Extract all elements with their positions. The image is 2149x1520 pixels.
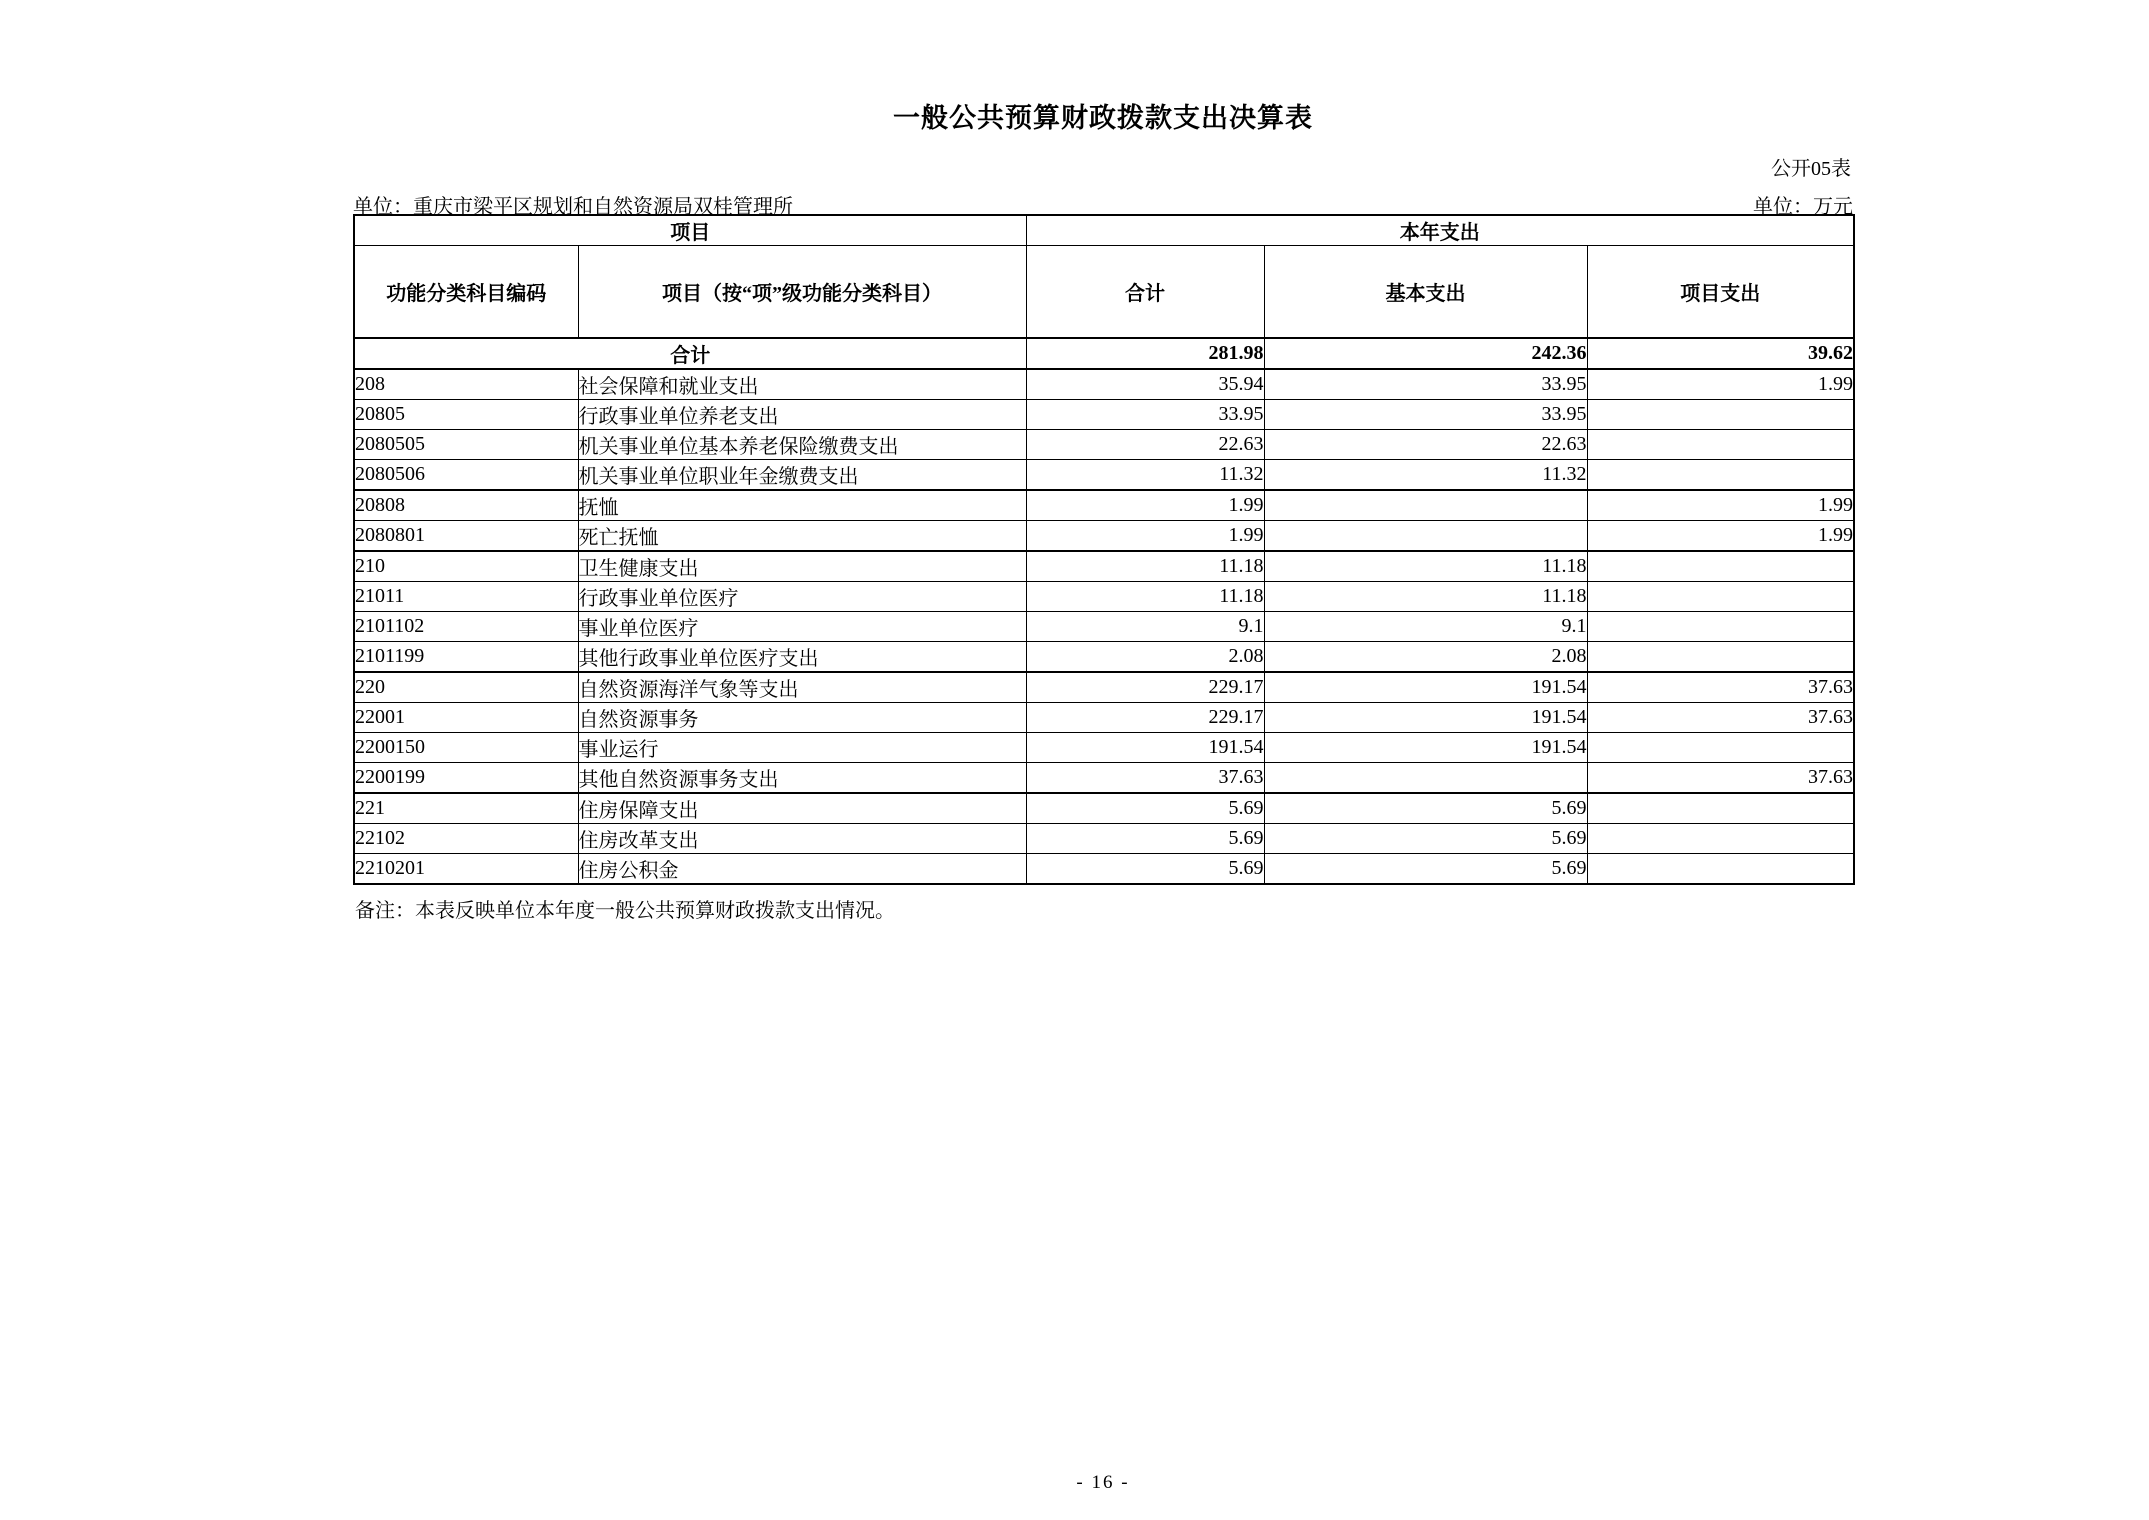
header-group-row	[354, 215, 1854, 246]
row-total-cell: 2.08	[1026, 642, 1264, 673]
print-area	[353, 0, 1853, 1520]
header-col-total: 合计	[1026, 246, 1264, 339]
row-item-cell: 行政事业单位养老支出	[578, 400, 1026, 430]
row-code-cell: 210	[354, 551, 578, 582]
row-item-cell: 机关事业单位职业年金缴费支出	[578, 460, 1026, 491]
row-item-cell: 行政事业单位医疗	[578, 582, 1026, 612]
row-basic-cell: 191.54	[1264, 672, 1587, 703]
table-row	[354, 460, 1854, 491]
row-basic-cell: 9.1	[1264, 612, 1587, 642]
table-row	[354, 551, 1854, 582]
row-code-cell: 2101102	[354, 612, 578, 642]
table-row	[354, 430, 1854, 460]
row-basic-cell: 191.54	[1264, 703, 1587, 733]
row-basic-cell: 22.63	[1264, 430, 1587, 460]
row-project-cell	[1587, 612, 1854, 642]
row-total-cell: 37.63	[1026, 763, 1264, 794]
header-columns-row	[354, 246, 1854, 339]
row-total-cell: 1.99	[1026, 521, 1264, 552]
row-code-cell: 2080506	[354, 460, 578, 491]
grand-total-label: 合计	[354, 338, 1026, 369]
table-row	[354, 733, 1854, 763]
row-total-cell: 33.95	[1026, 400, 1264, 430]
row-project-cell: 1.99	[1587, 490, 1854, 521]
row-code-cell: 21011	[354, 582, 578, 612]
row-total-cell: 22.63	[1026, 430, 1264, 460]
row-total-cell: 11.18	[1026, 582, 1264, 612]
header-group-item: 项目	[354, 215, 1026, 246]
header-col-project-expenditure: 项目支出	[1587, 246, 1854, 339]
table-row	[354, 824, 1854, 854]
row-project-cell	[1587, 551, 1854, 582]
row-total-cell: 5.69	[1026, 854, 1264, 885]
row-code-cell: 2080801	[354, 521, 578, 552]
page-title: 一般公共预算财政拨款支出决算表	[893, 103, 1313, 133]
row-total-cell: 191.54	[1026, 733, 1264, 763]
page-number: - 16 -	[1076, 1472, 1130, 1493]
row-basic-cell: 11.18	[1264, 582, 1587, 612]
row-total-cell: 229.17	[1026, 703, 1264, 733]
row-project-cell	[1587, 824, 1854, 854]
grand-total-project-cell: 39.62	[1587, 338, 1854, 369]
table-row	[354, 400, 1854, 430]
row-basic-cell	[1264, 490, 1587, 521]
row-total-cell: 11.32	[1026, 460, 1264, 491]
grand-total-total-cell: 281.98	[1026, 338, 1264, 369]
row-code-cell: 22001	[354, 703, 578, 733]
row-item-cell: 抚恤	[578, 490, 1026, 521]
row-code-cell: 22102	[354, 824, 578, 854]
row-project-cell	[1587, 854, 1854, 885]
note-text: 备注：本表反映单位本年度一般公共预算财政拨款支出情况。	[355, 900, 895, 922]
row-item-cell: 事业运行	[578, 733, 1026, 763]
row-total-cell: 5.69	[1026, 793, 1264, 824]
row-code-cell: 220	[354, 672, 578, 703]
row-total-cell: 9.1	[1026, 612, 1264, 642]
row-project-cell	[1587, 642, 1854, 673]
row-basic-cell: 11.32	[1264, 460, 1587, 491]
table-row	[354, 703, 1854, 733]
row-project-cell: 37.63	[1587, 763, 1854, 794]
row-total-cell: 1.99	[1026, 490, 1264, 521]
row-project-cell	[1587, 460, 1854, 491]
row-code-cell: 221	[354, 793, 578, 824]
header-group-current-year-expenditure: 本年支出	[1026, 215, 1854, 246]
row-project-cell: 1.99	[1587, 521, 1854, 552]
row-code-cell: 2200150	[354, 733, 578, 763]
row-item-cell: 自然资源事务	[578, 703, 1026, 733]
row-basic-cell	[1264, 763, 1587, 794]
row-project-cell: 37.63	[1587, 703, 1854, 733]
row-basic-cell: 5.69	[1264, 854, 1587, 885]
table-row	[354, 763, 1854, 794]
currency-unit-label: 单位：万元	[1753, 196, 1853, 218]
row-item-cell: 其他行政事业单位医疗支出	[578, 642, 1026, 673]
row-code-cell: 20808	[354, 490, 578, 521]
row-basic-cell: 33.95	[1264, 369, 1587, 400]
table-row	[354, 642, 1854, 673]
table-body	[354, 338, 1854, 884]
table-row	[354, 582, 1854, 612]
header-col-basic-expenditure: 基本支出	[1264, 246, 1587, 339]
table-row	[354, 369, 1854, 400]
row-item-cell: 社会保障和就业支出	[578, 369, 1026, 400]
row-code-cell: 208	[354, 369, 578, 400]
row-item-cell: 事业单位医疗	[578, 612, 1026, 642]
row-total-cell: 229.17	[1026, 672, 1264, 703]
row-total-cell: 35.94	[1026, 369, 1264, 400]
table-header	[354, 215, 1854, 338]
row-project-cell	[1587, 430, 1854, 460]
row-basic-cell: 5.69	[1264, 824, 1587, 854]
row-project-cell	[1587, 793, 1854, 824]
row-project-cell: 1.99	[1587, 369, 1854, 400]
row-project-cell	[1587, 733, 1854, 763]
header-col-item: 项目（按“项”级功能分类科目）	[578, 246, 1026, 339]
table-row	[354, 490, 1854, 521]
row-code-cell: 2200199	[354, 763, 578, 794]
expenditure-table	[353, 214, 1855, 885]
row-basic-cell: 33.95	[1264, 400, 1587, 430]
org-unit-label: 单位：重庆市梁平区规划和自然资源局双桂管理所	[353, 196, 793, 218]
row-basic-cell: 5.69	[1264, 793, 1587, 824]
row-project-cell: 37.63	[1587, 672, 1854, 703]
row-item-cell: 自然资源海洋气象等支出	[578, 672, 1026, 703]
row-item-cell: 其他自然资源事务支出	[578, 763, 1026, 794]
table-row	[354, 612, 1854, 642]
row-item-cell: 机关事业单位基本养老保险缴费支出	[578, 430, 1026, 460]
row-total-cell: 11.18	[1026, 551, 1264, 582]
table-code-label: 公开05表	[1771, 158, 1851, 180]
row-basic-cell	[1264, 521, 1587, 552]
grand-total-basic-cell: 242.36	[1264, 338, 1587, 369]
row-basic-cell: 2.08	[1264, 642, 1587, 673]
row-code-cell: 2210201	[354, 854, 578, 885]
row-basic-cell: 191.54	[1264, 733, 1587, 763]
table-row	[354, 521, 1854, 552]
row-item-cell: 死亡抚恤	[578, 521, 1026, 552]
row-code-cell: 20805	[354, 400, 578, 430]
row-code-cell: 2101199	[354, 642, 578, 673]
row-project-cell	[1587, 400, 1854, 430]
table-row	[354, 672, 1854, 703]
header-col-function-code: 功能分类科目编码	[354, 246, 578, 339]
grand-total-row	[354, 338, 1854, 369]
row-item-cell: 住房保障支出	[578, 793, 1026, 824]
row-code-cell: 2080505	[354, 430, 578, 460]
row-total-cell: 5.69	[1026, 824, 1264, 854]
row-project-cell	[1587, 582, 1854, 612]
row-item-cell: 卫生健康支出	[578, 551, 1026, 582]
row-item-cell: 住房改革支出	[578, 824, 1026, 854]
row-item-cell: 住房公积金	[578, 854, 1026, 885]
table-row	[354, 854, 1854, 885]
row-basic-cell: 11.18	[1264, 551, 1587, 582]
table-row	[354, 793, 1854, 824]
